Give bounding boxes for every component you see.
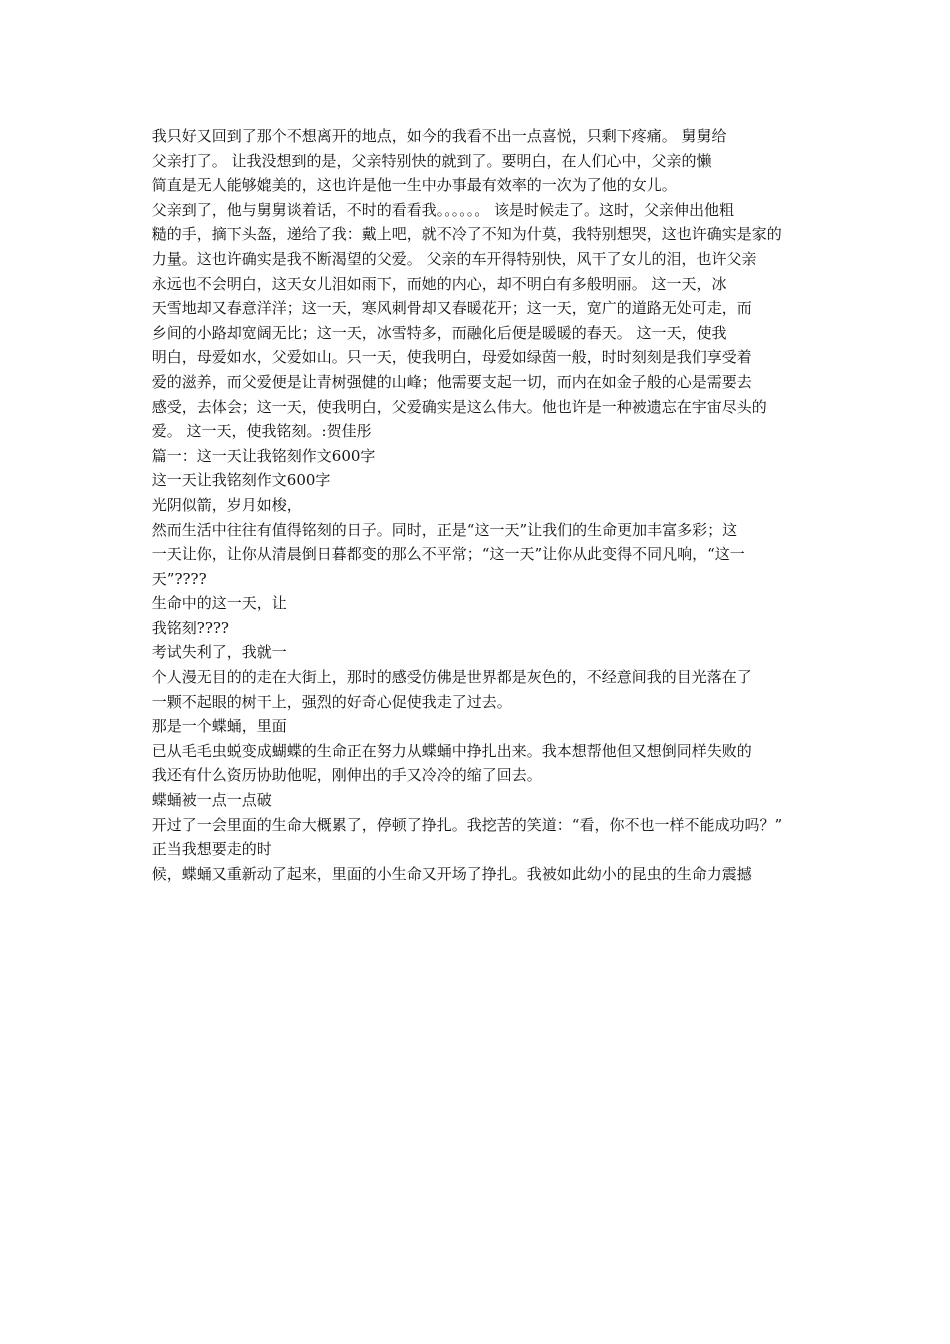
text-line: 开过了一会里面的生命大概累了，停顿了挣扎。我挖苦的笑道：“看，你不也一样不能成功吗？” [147,815,783,834]
text-line: 篇一：这一天让我铭刻作文600字 [147,446,376,465]
text-line: 已从毛毛虫蜕变成蝴蝶的生命正在努力从蝶蛹中挣扎出来。我本想帮他但又想倒同样失败的 [147,741,752,760]
text-line: 爱的滋养，而父爱便是让青树强健的山峰；他需要支起一切，而内在如金子般的心是需要去 [147,372,752,391]
text-line: 然而生活中往往有值得铭刻的日子。同时，正是“这一天”让我们的生命更加丰富多彩；这 [147,520,738,539]
text-line: 糙的手，摘下头盔，递给了我：戴上吧，就不冷了不知为什莫，我特别想哭，这也许确实是家的 [147,225,782,244]
text-line: 爱。 这一天，使我铭刻。:贺佳彤 [147,422,372,441]
text-line: 永远也不会明白，这天女儿泪如雨下，而她的内心，却不明白有多般明丽。 这一天，冰 [147,274,727,293]
document-body [147,124,811,886]
text-line: 我只好又回到了那个不想离开的地点，如今的我看不出一点喜悦，只剩下疼痛。 舅舅给 [147,127,727,145]
text-line: 一天让你，让你从清晨倒日暮都变的那么不平常；“这一天”让你从此变得不同凡响，“这一 [147,545,745,564]
text-line: 候，蝶蛹又重新动了起来，里面的小生命又开场了挣扎。我被如此幼小的昆虫的生命力震撼 [147,864,752,883]
text-line: 考试失利了，我就一 [147,643,287,662]
text-line: 乡间的小路却宽阔无比；这一天，冰雪特多，而融化后便是暖暖的春天。 这一天，使我 [147,323,727,342]
text-line: 我还有什么资历协助他呢，刚伸出的手又冷冷的缩了回去。 [147,766,542,785]
text-line: 蝶蛹被一点一点破 [147,791,272,810]
text-line: 一颗不起眼的树干上，强烈的好奇心促使我走了过去。 [147,692,512,711]
text-line: 父亲打了。 让我没想到的是，父亲特别快的就到了。要明白，在人们心中，父亲的懒 [147,151,712,170]
text-line: 父亲到了，他与舅舅谈着话，不时的看看我。。。。。。 该是时候走了。这时，父亲伸出他粗 [147,200,735,219]
text-line: 感受，去体会；这一天，使我明白，父爱确实是这么伟大。他也许是一种被遗忘在宇宙尽头的 [147,397,767,416]
text-line: 那是一个蝶蛹，里面 [147,717,287,736]
text-line: 天”???? [147,569,207,588]
text-line: 我铭刻???? [147,618,229,637]
text-line: 简直是无人能够媲美的，这也许是他一生中办事最有效率的一次为了他的女儿。 [147,176,677,195]
text-line: 个人漫无目的的走在大街上，那时的感受仿佛是世界都是灰色的，不经意间我的目光落在了 [147,668,752,687]
text-line: 光阴似箭，岁月如梭， [147,495,302,514]
text-line: 正当我想要走的时 [147,840,272,859]
text-line: 明白，母爱如水，父爱如山。只一天，使我明白，母爱如绿茵一般，时时刻刻是我们享受着 [147,348,752,367]
text-line: 力量。这也许确实是我不断渴望的父爱。 父亲的车开得特别快，风干了女儿的泪，也许父亲 [147,249,757,268]
text-line: 这一天让我铭刻作文600字 [147,471,331,490]
text-line: 生命中的这一天，让 [147,594,287,613]
text-line: 天雪地却又春意洋洋；这一天，寒风刺骨却又春暖花开；这一天，宽广的道路无处可走，而 [147,299,752,318]
